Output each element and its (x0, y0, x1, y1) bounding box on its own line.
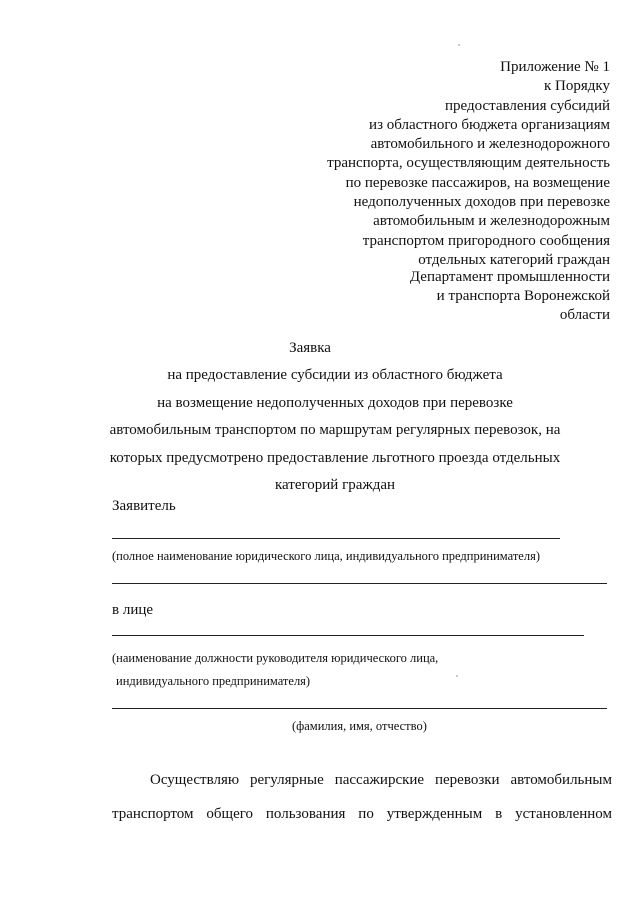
represented-label: в лице (112, 602, 154, 618)
annex-line: транспорта, осуществляющим деятельность (327, 155, 610, 172)
document-title: Заявка (289, 340, 331, 356)
body-line: транспортом общего пользования по утвержденным в установленном (112, 806, 612, 822)
subtitle-line: на возмещение недополученных доходов при перевозке (157, 394, 513, 411)
name-hint: (фамилия, имя, отчество) (292, 719, 427, 733)
annex-line: к Порядку (544, 78, 610, 95)
annex-line: отдельных категорий граждан (418, 251, 610, 268)
document-subtitle (90, 362, 580, 500)
annex-line: автомобильным и железнодорожным (373, 213, 610, 230)
annex-line: из областного бюджета организациям (369, 116, 610, 133)
applicant-name-line-2[interactable] (112, 583, 607, 584)
annex-header (280, 58, 610, 270)
subtitle-line: автомобильным транспортом по маршрутам регулярных перевозок, на (109, 422, 561, 438)
annex-line: недополученных доходов при перевозке (353, 194, 610, 211)
addressee-line: Департамент промышленности (409, 269, 610, 285)
applicant-name-line-1[interactable] (112, 538, 560, 539)
annex-line: транспортом пригородного сообщения (362, 232, 610, 249)
annex-line: автомобильного и железнодорожного (370, 136, 610, 153)
annex-line: по перевозке пассажиров, на возмещение (345, 174, 610, 191)
annex-line: предоставления субсидий (444, 97, 610, 114)
applicant-hint: (полное наименование юридического лица, индивидуального предпринимателя) (112, 549, 541, 563)
annex-line: Приложение № 1 (500, 59, 610, 75)
scan-speck (458, 44, 460, 46)
subtitle-line: категорий граждан (274, 477, 396, 493)
subtitle-line: на предоставление субсидии из областного бюджета (167, 367, 503, 383)
representative-name-line[interactable] (112, 708, 607, 709)
addressee-line: и транспорта Воронежской (436, 288, 610, 304)
addressee-line: области (559, 307, 610, 323)
body-line: Осуществляю регулярные пассажирские перевозки автомобильным (150, 772, 612, 788)
position-hint-1: (наименование должности руководителя юридического лица, (112, 651, 439, 665)
applicant-label: Заявитель (112, 498, 176, 514)
addressee-block (350, 268, 610, 325)
representative-position-line[interactable] (112, 635, 584, 636)
scan-speck (456, 675, 458, 677)
position-hint-2: индивидуального предпринимателя) (116, 674, 311, 688)
body-paragraph (112, 763, 612, 831)
subtitle-line: которых предусмотрено предоставление льготного проезда отдельных (109, 449, 561, 466)
